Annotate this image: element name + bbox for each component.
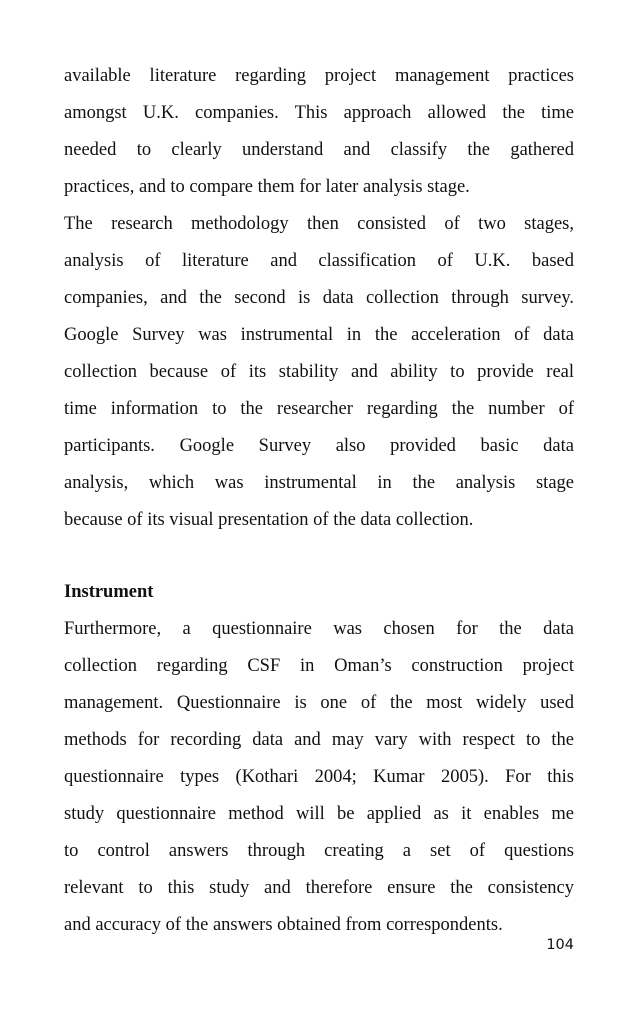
text-line: analysis of literature and classification of U.K. based xyxy=(64,251,574,271)
text-line: analysis, which was instrumental in the analysis stage xyxy=(64,473,574,493)
text-line: because of its visual presentation of the data collection. xyxy=(64,510,474,530)
text-line: collection regarding CSF in Oman’s construction project xyxy=(64,656,574,676)
text-line: needed to clearly understand and classify the gathered xyxy=(64,140,574,160)
text-line: and accuracy of the answers obtained from correspondents. xyxy=(64,915,503,935)
section-heading: Instrument xyxy=(64,582,154,602)
text-line: companies, and the second is data collection through survey. xyxy=(64,288,574,308)
paragraph-methodology xyxy=(64,206,574,539)
page-number: 104 xyxy=(546,937,574,953)
paragraph-instrument xyxy=(64,611,574,944)
text-line: participants. Google Survey also provided basic data xyxy=(64,436,574,456)
text-line: collection because of its stability and ability to provide real xyxy=(64,362,574,382)
text-line: practices, and to compare them for later analysis stage. xyxy=(64,177,470,197)
text-line: The research methodology then consisted of two stages, xyxy=(64,214,574,234)
text-line: Furthermore, a questionnaire was chosen for the data xyxy=(64,619,574,639)
text-line: questionnaire types (Kothari 2004; Kumar 2005). For this xyxy=(64,767,574,787)
text-line: relevant to this study and therefore ensure the consistency xyxy=(64,878,574,898)
text-line: available literature regarding project management practices xyxy=(64,66,574,86)
section-heading-block xyxy=(64,574,574,611)
text-line: study questionnaire method will be applied as it enables me xyxy=(64,804,574,824)
text-line: Google Survey was instrumental in the acceleration of data xyxy=(64,325,574,345)
text-line: to control answers through creating a set of questions xyxy=(64,841,574,861)
text-line: time information to the researcher regarding the number of xyxy=(64,399,574,419)
text-line: methods for recording data and may vary with respect to the xyxy=(64,730,574,750)
paragraph-literature xyxy=(64,58,574,206)
text-line: amongst U.K. companies. This approach allowed the time xyxy=(64,103,574,123)
text-line: management. Questionnaire is one of the most widely used xyxy=(64,693,574,713)
